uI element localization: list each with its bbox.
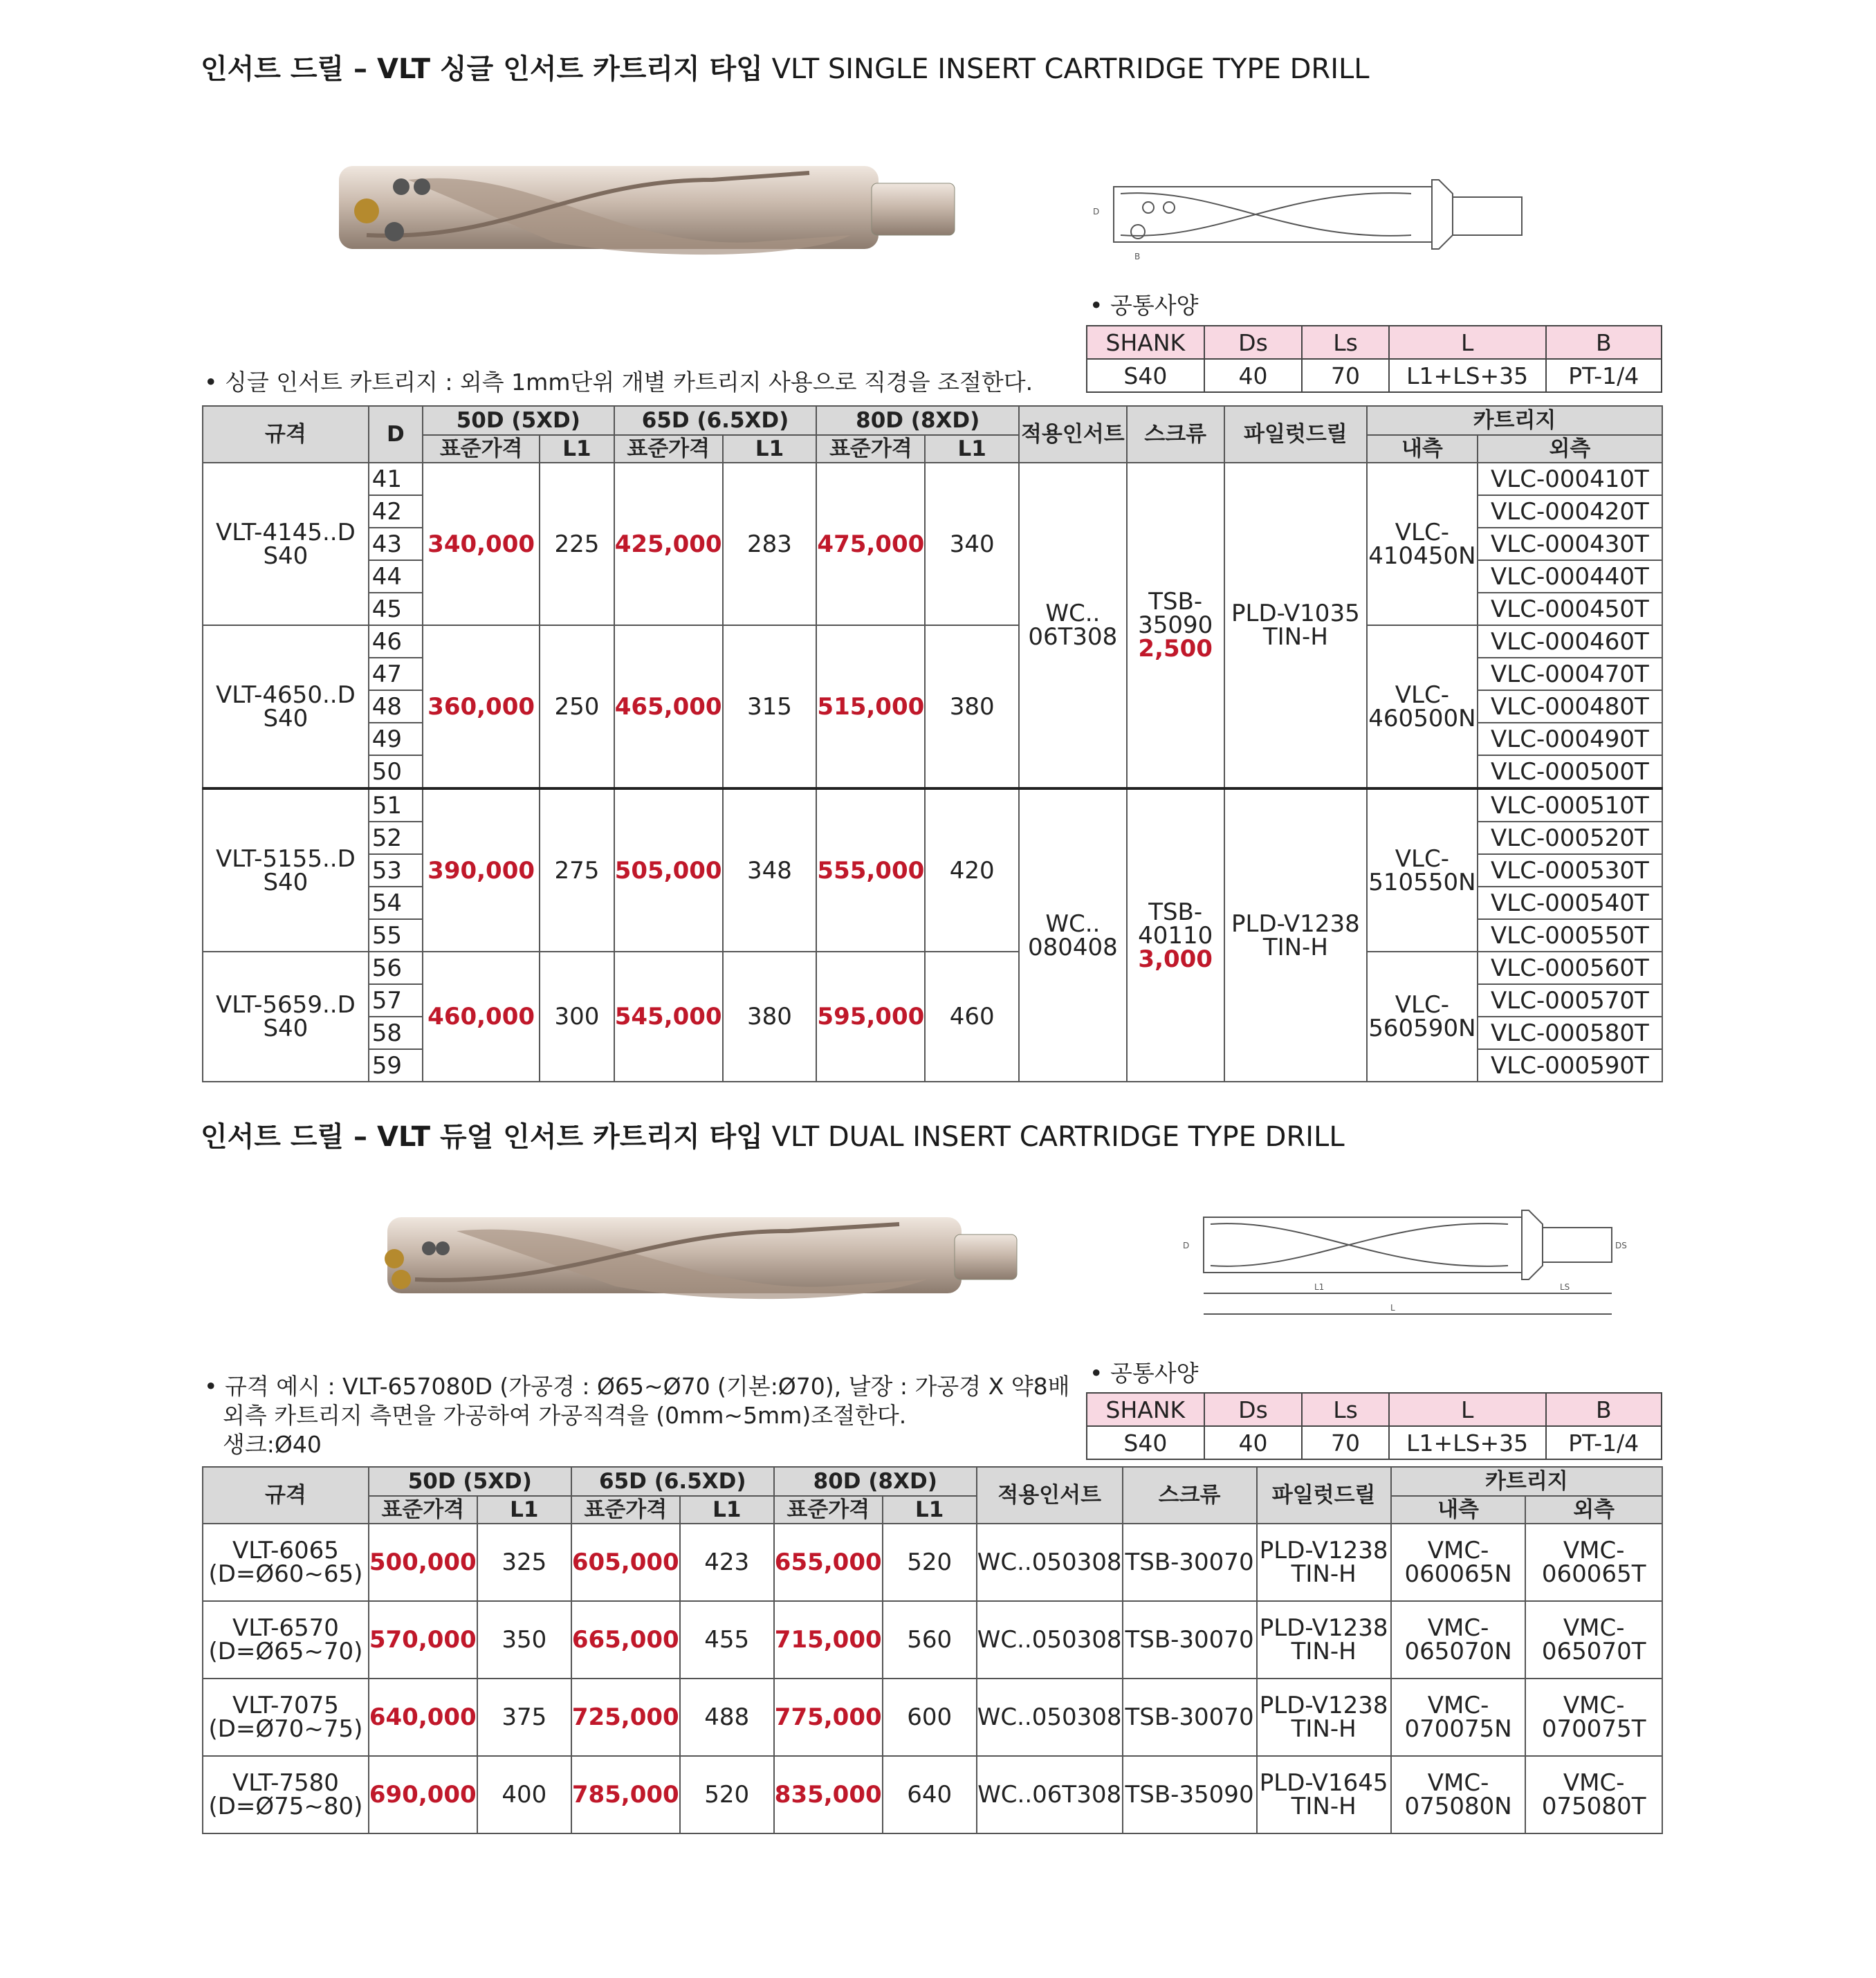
- l1-65d: 283: [723, 463, 817, 625]
- t2-h-screw: 스크류: [1123, 1467, 1257, 1524]
- price-80d: 475,000: [816, 463, 925, 625]
- spec-range: (D=Ø60~65): [208, 1560, 363, 1588]
- spec2-v-shank: S40: [1087, 1426, 1204, 1459]
- spec-name-cell: [203, 1524, 369, 1601]
- spec-range: (D=Ø75~80): [208, 1793, 363, 1820]
- spec-name-cell: [203, 1679, 369, 1756]
- pilot-cell: PLD-V1238 TIN-H: [1257, 1679, 1391, 1756]
- pilot-cell: PLD-V1238 TIN-H: [1257, 1601, 1391, 1679]
- drawing2-label-ls: LS: [1560, 1282, 1570, 1292]
- spec-name: VLT-4650..D: [215, 681, 356, 709]
- d-value: 57: [369, 984, 423, 1017]
- t2-h-l1-50: L1: [477, 1496, 571, 1524]
- cartridge-outer: VLC-000460T: [1478, 625, 1662, 658]
- d-value: 42: [369, 495, 423, 528]
- section2-title-ko: 인서트 드릴 – VLT 듀얼 인서트 카트리지 타입: [201, 1121, 763, 1153]
- table-row: [203, 1756, 1662, 1833]
- price-80d: 775,000: [774, 1679, 883, 1756]
- cartridge-outer: VLC-000420T: [1478, 495, 1662, 528]
- spec1-v-l: L1+LS+35: [1389, 359, 1546, 392]
- l1-65d: 520: [680, 1756, 774, 1833]
- l1-50d: 350: [477, 1601, 571, 1679]
- section2-spec-label: • 공통사양: [1089, 1360, 1199, 1387]
- spec-name: VLT-7580: [232, 1769, 339, 1797]
- l1-80d: 340: [925, 463, 1019, 625]
- spec1-h-ds: Ds: [1204, 326, 1303, 359]
- section1-title-en: VLT SINGLE INSERT CARTRIDGE TYPE DRILL: [771, 53, 1370, 85]
- t1-h-l1-80: L1: [925, 435, 1019, 463]
- t2-h-g65: 65D (6.5XD): [571, 1467, 774, 1496]
- drill-drawing-dual: [1162, 1190, 1633, 1328]
- t2-h-price65: 표준가격: [571, 1496, 680, 1524]
- l1-65d: 380: [723, 952, 817, 1082]
- t2-h-g50: 50D (5XD): [369, 1467, 571, 1496]
- insert-cell: WC.. 080408: [1019, 788, 1127, 1082]
- price-50d: 390,000: [423, 788, 540, 952]
- cartridge-outer: VLC-000560T: [1478, 952, 1662, 984]
- spec-shank: S40: [263, 1015, 309, 1042]
- spec1-h-shank: SHANK: [1087, 326, 1204, 359]
- t2-h-l1-80: L1: [883, 1496, 977, 1524]
- cartridge-inner: VMC- 060065N: [1391, 1524, 1526, 1601]
- cartridge-outer: VMC- 075080T: [1525, 1756, 1662, 1833]
- pilot-cell: PLD-V1238 TIN-H: [1257, 1524, 1391, 1601]
- drawing1-label-d: D: [1093, 207, 1100, 216]
- screw-price: 3,000: [1138, 945, 1213, 973]
- spec1-h-l: L: [1389, 326, 1546, 359]
- price-50d: 640,000: [369, 1679, 477, 1756]
- cartridge-outer: VMC- 065070T: [1525, 1601, 1662, 1679]
- price-80d: 595,000: [816, 952, 925, 1082]
- spec-name: VLT-5659..D: [215, 991, 356, 1019]
- price-65d: 785,000: [571, 1756, 680, 1833]
- spec-range: (D=Ø70~75): [208, 1715, 363, 1743]
- l1-65d: 315: [723, 625, 817, 788]
- section2-note-2: 외측 카트리지 측면을 가공하여 가공직격을 (0mm~5mm)조절한다.: [223, 1402, 907, 1429]
- cartridge-outer: VLC-000410T: [1478, 463, 1662, 495]
- drawing2-label-ds: DS: [1615, 1241, 1627, 1250]
- spec-shank: S40: [263, 704, 309, 732]
- drawing1-label-b: B: [1134, 252, 1141, 261]
- l1-50d: 400: [477, 1756, 571, 1833]
- cartridge-outer: VLC-000540T: [1478, 887, 1662, 919]
- price-50d: 690,000: [369, 1756, 477, 1833]
- insert-cell: WC..06T308: [977, 1756, 1123, 1833]
- insert-cell: WC..050308: [977, 1601, 1123, 1679]
- screw-cell: TSB-30070: [1123, 1601, 1257, 1679]
- cartridge-outer: VLC-000590T: [1478, 1049, 1662, 1082]
- l1-50d: 325: [477, 1524, 571, 1601]
- d-value: 43: [369, 528, 423, 560]
- cartridge-inner: VLC- 510550N: [1367, 788, 1478, 952]
- spec2-h-b: B: [1546, 1393, 1662, 1426]
- t2-h-inner: 내측: [1391, 1496, 1526, 1524]
- drawing2-label-l: L: [1390, 1303, 1395, 1313]
- d-value: 47: [369, 658, 423, 690]
- cartridge-outer: VLC-000550T: [1478, 919, 1662, 952]
- l1-50d: 250: [540, 625, 614, 788]
- l1-65d: 488: [680, 1679, 774, 1756]
- price-65d: 665,000: [571, 1601, 680, 1679]
- t2-h-price50: 표준가격: [369, 1496, 477, 1524]
- t1-h-outer: 외측: [1478, 435, 1662, 463]
- section2-title: [201, 1115, 1345, 1154]
- spec-name: VLT-6065: [232, 1537, 339, 1564]
- price-65d: 605,000: [571, 1524, 680, 1601]
- price-50d: 340,000: [423, 463, 540, 625]
- l1-50d: 300: [540, 952, 614, 1082]
- t1-h-spec: 규격: [203, 406, 369, 463]
- d-value: 54: [369, 887, 423, 919]
- t2-h-pilot: 파일럿드릴: [1257, 1467, 1391, 1524]
- table-row: [203, 1524, 1662, 1601]
- l1-50d: 375: [477, 1679, 571, 1756]
- pilot-cell: PLD-V1035 TIN-H: [1224, 463, 1367, 788]
- spec2-h-ds: Ds: [1204, 1393, 1303, 1426]
- cartridge-outer: VLC-000430T: [1478, 528, 1662, 560]
- cartridge-inner: VMC- 075080N: [1391, 1756, 1526, 1833]
- l1-65d: 348: [723, 788, 817, 952]
- price-80d: 715,000: [774, 1601, 883, 1679]
- cartridge-inner: VMC- 070075N: [1391, 1679, 1526, 1756]
- l1-80d: 640: [883, 1756, 977, 1833]
- spec-name: VLT-7075: [232, 1692, 339, 1719]
- table-row: [203, 1601, 1662, 1679]
- d-value: 41: [369, 463, 423, 495]
- spec2-v-ls: 70: [1302, 1426, 1389, 1459]
- cartridge-inner: VLC- 410450N: [1367, 463, 1478, 625]
- spec2-v-l: L1+LS+35: [1389, 1426, 1546, 1459]
- spec-shank: S40: [263, 542, 309, 570]
- table-row: [203, 952, 1662, 984]
- d-value: 52: [369, 822, 423, 854]
- drawing2-label-l1: L1: [1314, 1282, 1325, 1292]
- d-value: 45: [369, 593, 423, 625]
- t1-h-g80: 80D (8XD): [816, 406, 1019, 435]
- t1-h-price80: 표준가격: [816, 435, 925, 463]
- t1-h-g65: 65D (6.5XD): [614, 406, 817, 435]
- spec1-h-b: B: [1546, 326, 1662, 359]
- spec1-v-shank: S40: [1087, 359, 1204, 392]
- section2-note-3: 생크:Ø40: [223, 1431, 322, 1458]
- section1-title-ko: 인서트 드릴 – VLT 싱글 인서트 카트리지 타입: [201, 53, 763, 85]
- spec2-h-l: L: [1389, 1393, 1546, 1426]
- screw-cell: [1127, 788, 1224, 1082]
- d-value: 49: [369, 723, 423, 755]
- spec-name: VLT-4145..D: [215, 518, 356, 546]
- cartridge-outer: VLC-000440T: [1478, 560, 1662, 593]
- d-value: 56: [369, 952, 423, 984]
- cartridge-outer: VLC-000580T: [1478, 1017, 1662, 1049]
- insert-cell: WC.. 06T308: [1019, 463, 1127, 788]
- t1-h-inner: 내측: [1367, 435, 1478, 463]
- t2-h-insert: 적용인서트: [977, 1467, 1123, 1524]
- d-value: 48: [369, 690, 423, 723]
- price-80d: 655,000: [774, 1524, 883, 1601]
- section1-table: [202, 405, 1663, 1082]
- cartridge-outer: VLC-000480T: [1478, 690, 1662, 723]
- d-value: 46: [369, 625, 423, 658]
- section1-title: [201, 47, 1370, 86]
- spec1-h-ls: Ls: [1302, 326, 1389, 359]
- screw-cell: TSB-30070: [1123, 1679, 1257, 1756]
- spec1-v-b: PT-1/4: [1546, 359, 1662, 392]
- section2-title-en: VLT DUAL INSERT CARTRIDGE TYPE DRILL: [771, 1121, 1345, 1153]
- cartridge-outer: VLC-000470T: [1478, 658, 1662, 690]
- screw-cell: [1127, 463, 1224, 788]
- section1-spec-table: [1086, 325, 1662, 393]
- d-value: 55: [369, 919, 423, 952]
- price-65d: 465,000: [614, 625, 723, 788]
- insert-cell: WC..050308: [977, 1679, 1123, 1756]
- screw-name: TSB- 40110: [1138, 898, 1213, 950]
- price-65d: 725,000: [571, 1679, 680, 1756]
- spec2-h-shank: SHANK: [1087, 1393, 1204, 1426]
- drill-drawing-single: [1079, 166, 1536, 263]
- d-value: 50: [369, 755, 423, 788]
- price-50d: 460,000: [423, 952, 540, 1082]
- screw-cell: TSB-35090: [1123, 1756, 1257, 1833]
- price-50d: 570,000: [369, 1601, 477, 1679]
- spec2-h-ls: Ls: [1302, 1393, 1389, 1426]
- pilot-cell: PLD-V1645 TIN-H: [1257, 1756, 1391, 1833]
- pilot-cell: PLD-V1238 TIN-H: [1224, 788, 1367, 1082]
- cartridge-inner: VLC- 460500N: [1367, 625, 1478, 788]
- d-value: 58: [369, 1017, 423, 1049]
- l1-80d: 560: [883, 1601, 977, 1679]
- cartridge-outer: VLC-000490T: [1478, 723, 1662, 755]
- price-65d: 545,000: [614, 952, 723, 1082]
- section1-note: • 싱글 인서트 카트리지 : 외측 1mm단위 개별 카트리지 사용으로 직경을 조절한다.: [204, 369, 1033, 396]
- t1-h-g50: 50D (5XD): [423, 406, 614, 435]
- table-row: [203, 625, 1662, 658]
- cartridge-outer: VLC-000530T: [1478, 854, 1662, 887]
- section1-spec-label: • 공통사양: [1089, 292, 1199, 319]
- section2-spec-table: [1086, 1392, 1662, 1460]
- cartridge-outer: VLC-000450T: [1478, 593, 1662, 625]
- cartridge-inner: VLC- 560590N: [1367, 952, 1478, 1082]
- d-value: 53: [369, 854, 423, 887]
- l1-80d: 380: [925, 625, 1019, 788]
- drawing2-label-d: D: [1183, 1241, 1190, 1250]
- t2-h-price80: 표준가격: [774, 1496, 883, 1524]
- table-row: [203, 1679, 1662, 1756]
- drill-photo-single: [325, 152, 975, 270]
- price-65d: 425,000: [614, 463, 723, 625]
- price-50d: 360,000: [423, 625, 540, 788]
- t2-h-cartridge: 카트리지: [1391, 1467, 1662, 1496]
- cartridge-outer: VLC-000510T: [1478, 788, 1662, 822]
- t1-h-price50: 표준가격: [423, 435, 540, 463]
- t1-h-pilot: 파일럿드릴: [1224, 406, 1367, 463]
- price-65d: 505,000: [614, 788, 723, 952]
- screw-cell: TSB-30070: [1123, 1524, 1257, 1601]
- spec-shank: S40: [263, 868, 309, 896]
- t2-h-g80: 80D (8XD): [774, 1467, 977, 1496]
- l1-50d: 225: [540, 463, 614, 625]
- l1-65d: 423: [680, 1524, 774, 1601]
- t1-h-d: D: [369, 406, 423, 463]
- section2-table: [202, 1466, 1663, 1834]
- d-value: 59: [369, 1049, 423, 1082]
- price-80d: 555,000: [816, 788, 925, 952]
- price-50d: 500,000: [369, 1524, 477, 1601]
- table-row: [203, 463, 1662, 495]
- l1-80d: 520: [883, 1524, 977, 1601]
- d-value: 51: [369, 788, 423, 822]
- spec-name-cell: [203, 788, 369, 952]
- spec-name-cell: [203, 952, 369, 1082]
- l1-80d: 420: [925, 788, 1019, 952]
- spec-name: VLT-6570: [232, 1614, 339, 1642]
- screw-name: TSB- 35090: [1138, 588, 1213, 639]
- screw-price: 2,500: [1138, 635, 1213, 663]
- spec-name: VLT-5155..D: [215, 844, 356, 873]
- cartridge-outer: VLC-000500T: [1478, 755, 1662, 788]
- t2-h-outer: 외측: [1525, 1496, 1662, 1524]
- cartridge-outer: VMC- 060065T: [1525, 1524, 1662, 1601]
- spec2-v-b: PT-1/4: [1546, 1426, 1662, 1459]
- spec-range: (D=Ø65~70): [208, 1638, 363, 1665]
- t1-h-insert: 적용인서트: [1019, 406, 1127, 463]
- spec-name-cell: [203, 463, 369, 625]
- price-80d: 835,000: [774, 1756, 883, 1833]
- t1-h-cartridge: 카트리지: [1367, 406, 1662, 435]
- spec1-v-ls: 70: [1302, 359, 1389, 392]
- spec-name-cell: [203, 1601, 369, 1679]
- t1-h-l1-50: L1: [540, 435, 614, 463]
- spec1-v-ds: 40: [1204, 359, 1303, 392]
- t1-h-price65: 표준가격: [614, 435, 723, 463]
- cartridge-outer: VLC-000520T: [1478, 822, 1662, 854]
- t1-h-l1-65: L1: [723, 435, 817, 463]
- t2-h-spec: 규격: [203, 1467, 369, 1524]
- l1-50d: 275: [540, 788, 614, 952]
- l1-65d: 455: [680, 1601, 774, 1679]
- d-value: 44: [369, 560, 423, 593]
- spec-name-cell: [203, 625, 369, 788]
- t1-h-screw: 스크류: [1127, 406, 1224, 463]
- section2-note-1: • 규격 예시 : VLT-657080D (가공경 : Ø65~Ø70 (기본:Ø70), 날장 : 가공경 X 약8배: [204, 1373, 1070, 1400]
- price-80d: 515,000: [816, 625, 925, 788]
- l1-80d: 460: [925, 952, 1019, 1082]
- spec-name-cell: [203, 1756, 369, 1833]
- cartridge-outer: VMC- 070075T: [1525, 1679, 1662, 1756]
- spec2-v-ds: 40: [1204, 1426, 1303, 1459]
- cartridge-outer: VLC-000570T: [1478, 984, 1662, 1017]
- l1-80d: 600: [883, 1679, 977, 1756]
- cartridge-inner: VMC- 065070N: [1391, 1601, 1526, 1679]
- insert-cell: WC..050308: [977, 1524, 1123, 1601]
- t2-h-l1-65: L1: [680, 1496, 774, 1524]
- table-row: [203, 788, 1662, 822]
- drill-photo-dual: [374, 1203, 1024, 1314]
